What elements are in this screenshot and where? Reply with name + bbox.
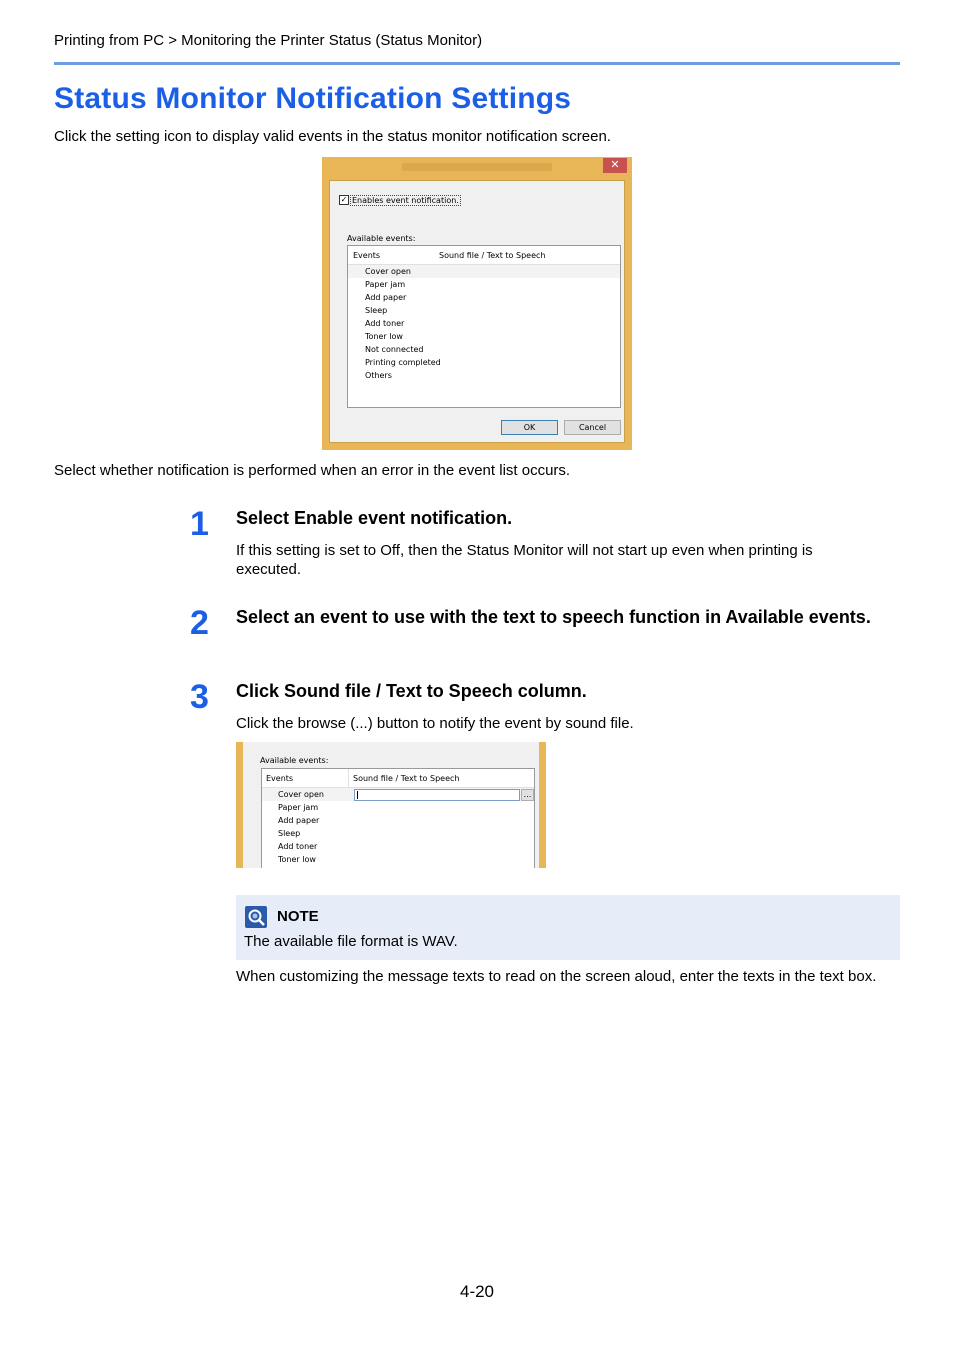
intro-text: Click the setting icon to display valid events in the status monitor notification screen. — [54, 128, 611, 145]
available-events-label: Available events: — [347, 234, 416, 243]
events-column-screenshot — [236, 742, 546, 868]
events-list-header — [262, 769, 534, 788]
screenshot-body — [243, 742, 539, 868]
list-item[interactable]: Paper jam — [278, 803, 319, 812]
page-title: Status Monitor Notification Settings — [54, 82, 572, 115]
browse-button[interactable]: ... — [521, 789, 534, 801]
list-item[interactable]: Sleep — [365, 306, 388, 315]
step-number: 2 — [190, 604, 209, 642]
header-rule — [54, 62, 900, 65]
enable-notification-label[interactable]: Enables event notification. — [352, 196, 459, 205]
dialog-body — [329, 180, 625, 443]
col-events-header[interactable]: Events — [353, 251, 381, 260]
breadcrumb: Printing from PC > Monitoring the Printer Status (Status Monitor) — [54, 32, 483, 49]
step-heading: Click Sound file / Text to Speech column. — [236, 681, 587, 701]
list-item[interactable]: Not connected — [365, 345, 424, 354]
list-item[interactable]: Cover open — [278, 790, 324, 799]
close-icon[interactable]: ✕ — [603, 158, 627, 173]
text-cursor — [357, 791, 358, 799]
note-title: NOTE — [277, 908, 319, 925]
available-events-label: Available events: — [260, 756, 329, 765]
page-number: 4-20 — [459, 1282, 495, 1301]
sound-file-input[interactable] — [354, 789, 520, 801]
list-item[interactable]: Cover open — [365, 267, 411, 276]
list-item[interactable]: Paper jam — [365, 280, 406, 289]
events-list[interactable] — [261, 768, 535, 868]
list-item[interactable]: Others — [365, 371, 392, 380]
step-body: Click the browse (...) button to notify the event by sound file. — [236, 715, 634, 732]
step-number: 1 — [190, 505, 209, 543]
step-heading: Select an event to use with the text to speech function in Available events. — [236, 607, 871, 627]
events-list[interactable] — [347, 245, 621, 408]
cancel-button[interactable]: Cancel — [564, 420, 621, 435]
list-item[interactable]: Sleep — [278, 829, 301, 838]
step-heading: Select Enable event notification. — [236, 508, 513, 528]
step-number: 3 — [190, 678, 209, 716]
col-sound-header[interactable]: Sound file / Text to Speech — [353, 774, 460, 783]
note-magnifier-icon — [245, 906, 267, 928]
list-item[interactable]: Add toner — [278, 842, 318, 851]
list-item[interactable]: Toner low — [278, 855, 316, 864]
note-text: The available file format is WAV. — [244, 933, 458, 950]
after-dialog-text: Select whether notification is performed when an error in the event list occurs. — [54, 462, 571, 479]
column-divider — [348, 769, 349, 787]
col-sound-header[interactable]: Sound file / Text to Speech — [439, 251, 546, 260]
events-list-header — [348, 246, 620, 265]
closing-text: When customizing the message texts to read on the screen aloud, enter the texts in the text box. — [236, 968, 877, 985]
list-item[interactable]: Printing completed — [365, 358, 441, 367]
list-item[interactable]: Toner low — [365, 332, 403, 341]
list-item[interactable]: Add paper — [365, 293, 407, 302]
notification-dialog-screenshot — [322, 157, 632, 450]
enable-notification-checkbox[interactable]: ✓ — [340, 195, 348, 204]
dialog-title-blurred — [402, 163, 552, 171]
list-item[interactable]: Add toner — [365, 319, 405, 328]
note-box — [236, 895, 900, 960]
col-events-header[interactable]: Events — [266, 774, 294, 783]
step-body: If this setting is set to Off, then the Status Monitor will not start up even when printing is executed. — [236, 542, 813, 578]
list-item[interactable]: Add paper — [278, 816, 320, 825]
ok-button[interactable]: OK — [501, 420, 558, 435]
